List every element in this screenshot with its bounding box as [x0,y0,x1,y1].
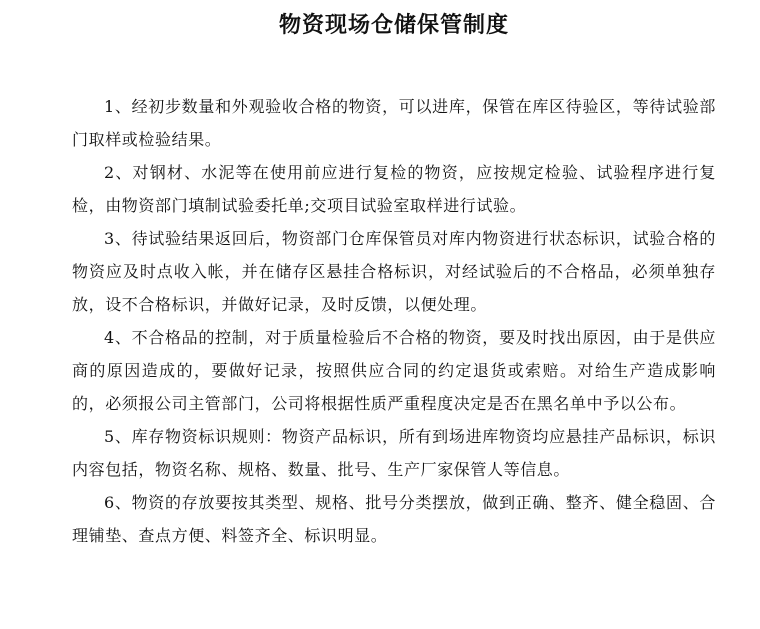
paragraph-1: 1、经初步数量和外观验收合格的物资，可以进库，保管在库区待验区，等待试验部门取样或检验结果。 [72,97,716,149]
document-title: 物资现场仓储保管制度 [278,13,509,38]
paragraph-4: 4、不合格品的控制，对于质量检验后不合格的物资，要及时找出原因，由于是供应商的原因造成的，要做好记录，按照供应合同的约定退货或索赔。对给生产造成影响的，必须报公司主管部门，公司将根据性质严重程度决定是否在黑名单中予以公布。 [72,328,716,413]
paragraph-6: 6、物资的存放要按其类型、规格、批号分类摆放，做到正确、整齐、健全稳固、合理铺垫、查点方便、料签齐全、标识明显。 [72,493,716,545]
document-body [72,90,716,552]
paragraph-3: 3、待试验结果返回后，物资部门仓库保管员对库内物资进行状态标识，试验合格的物资应及时点收入帐，并在储存区悬挂合格标识，对经试验后的不合格品，必须单独存放，设不合格标识，并做好记录，及时反馈，以便处理。 [72,229,716,314]
paragraph-5: 5、库存物资标识规则：物资产品标识，所有到场进库物资均应悬挂产品标识，标识内容包括，物资名称、规格、数量、批号、生产厂家保管人等信息。 [72,427,716,479]
paragraph-2: 2、对钢材、水泥等在使用前应进行复检的物资，应按规定检验、试验程序进行复检，由物资部门填制试验委托单;交项目试验室取样进行试验。 [72,163,716,215]
